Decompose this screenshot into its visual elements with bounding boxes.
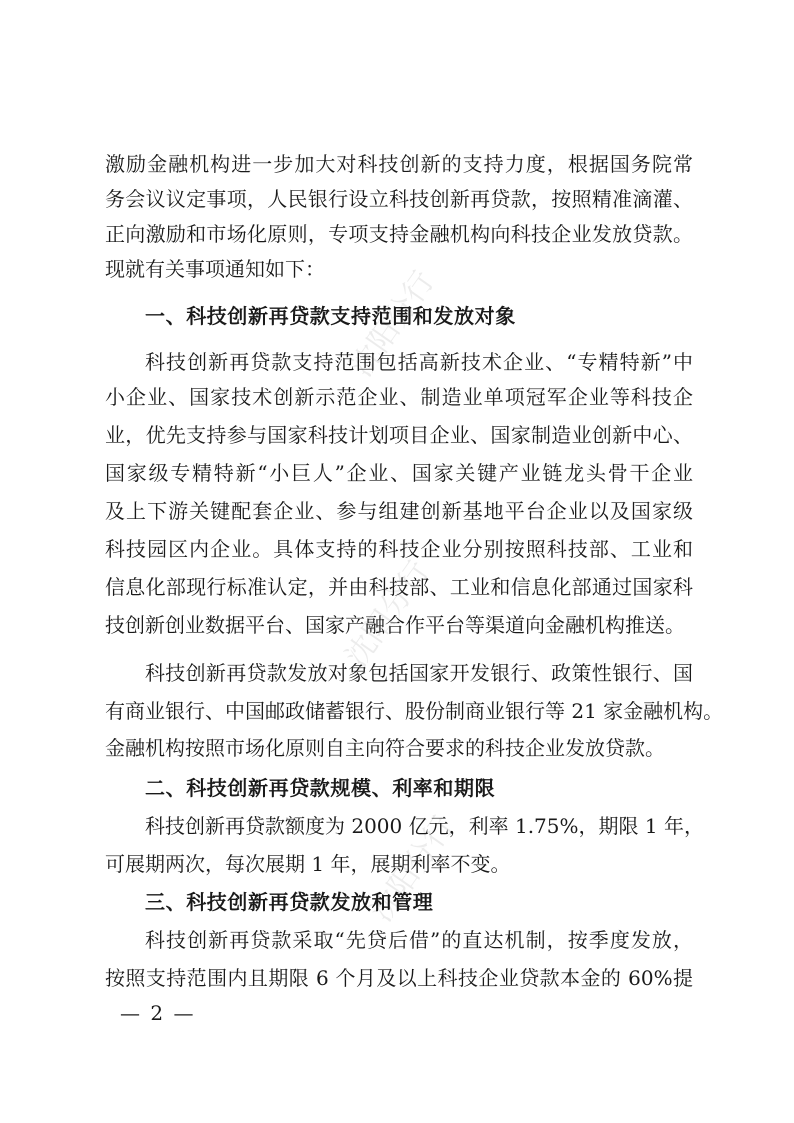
body-line: 务会议议定事项，人民银行设立科技创新再贷款，按照精准滴灌、 xyxy=(105,187,693,211)
body-line: 科技园区内企业。具体支持的科技企业分别按照科技部、工业和 xyxy=(105,537,693,561)
body-line: 国家级专精特新“小巨人”企业、国家关键产业链龙头骨干企业 xyxy=(105,461,693,485)
body-line: 正向激励和市场化原则，专项支持金融机构向科技企业发放贷款。 xyxy=(105,222,693,246)
body-line: 现就有关事项通知如下： xyxy=(105,257,325,281)
body-line: 可展期两次，每次展期 1 年，展期利率不变。 xyxy=(105,852,511,876)
body-line: 技创新创业数据平台、国家产融合作平台等渠道向金融机构推送。 xyxy=(105,613,685,637)
body-line: 按照支持范围内且期限 6 个月及以上科技企业贷款本金的 60%提 xyxy=(105,966,693,990)
body-line: 科技创新再贷款额度为 2000 亿元，利率 1.75%，期限 1 年， xyxy=(145,814,704,838)
watermark-top: 沈阳分行 xyxy=(344,264,442,384)
body-line: 科技创新再贷款采取“先贷后借”的直达机制，按季度发放， xyxy=(145,928,693,952)
watermark-bottom: 沈阳分行 xyxy=(364,809,462,929)
body-line: 小企业、国家技术创新示范企业、制造业单项冠军企业等科技企 xyxy=(105,385,693,409)
body-line: 及上下游关键配套企业、参与组建创新基地平台企业以及国家级 xyxy=(105,499,693,523)
page-number: — 2 — xyxy=(120,1001,196,1025)
section-heading-2: 二、科技创新再贷款规模、利率和期限 xyxy=(145,776,496,800)
section-heading-1: 一、科技创新再贷款支持范围和发放对象 xyxy=(145,304,516,328)
body-line: 业，优先支持参与国家科技计划项目企业、国家制造业创新中心、 xyxy=(105,423,693,447)
body-line: 有商业银行、中国邮政储蓄银行、股份制商业银行等 21 家金融机构。 xyxy=(105,699,724,723)
body-line: 金融机构按照市场化原则自主向符合要求的科技企业发放贷款。 xyxy=(105,736,665,760)
body-line: 科技创新再贷款支持范围包括高新技术企业、“专精特新”中 xyxy=(145,350,693,374)
body-line: 信息化部现行标准认定，并由科技部、工业和信息化部通过国家科 xyxy=(105,575,693,599)
watermark-middle: 沈阳分行 xyxy=(339,554,437,674)
body-line: 科技创新再贷款发放对象包括国家开发银行、政策性银行、国 xyxy=(145,661,693,685)
body-line: 激励金融机构进一步加大对科技创新的支持力度，根据国务院常 xyxy=(105,152,693,176)
section-heading-3: 三、科技创新再贷款发放和管理 xyxy=(145,890,434,914)
